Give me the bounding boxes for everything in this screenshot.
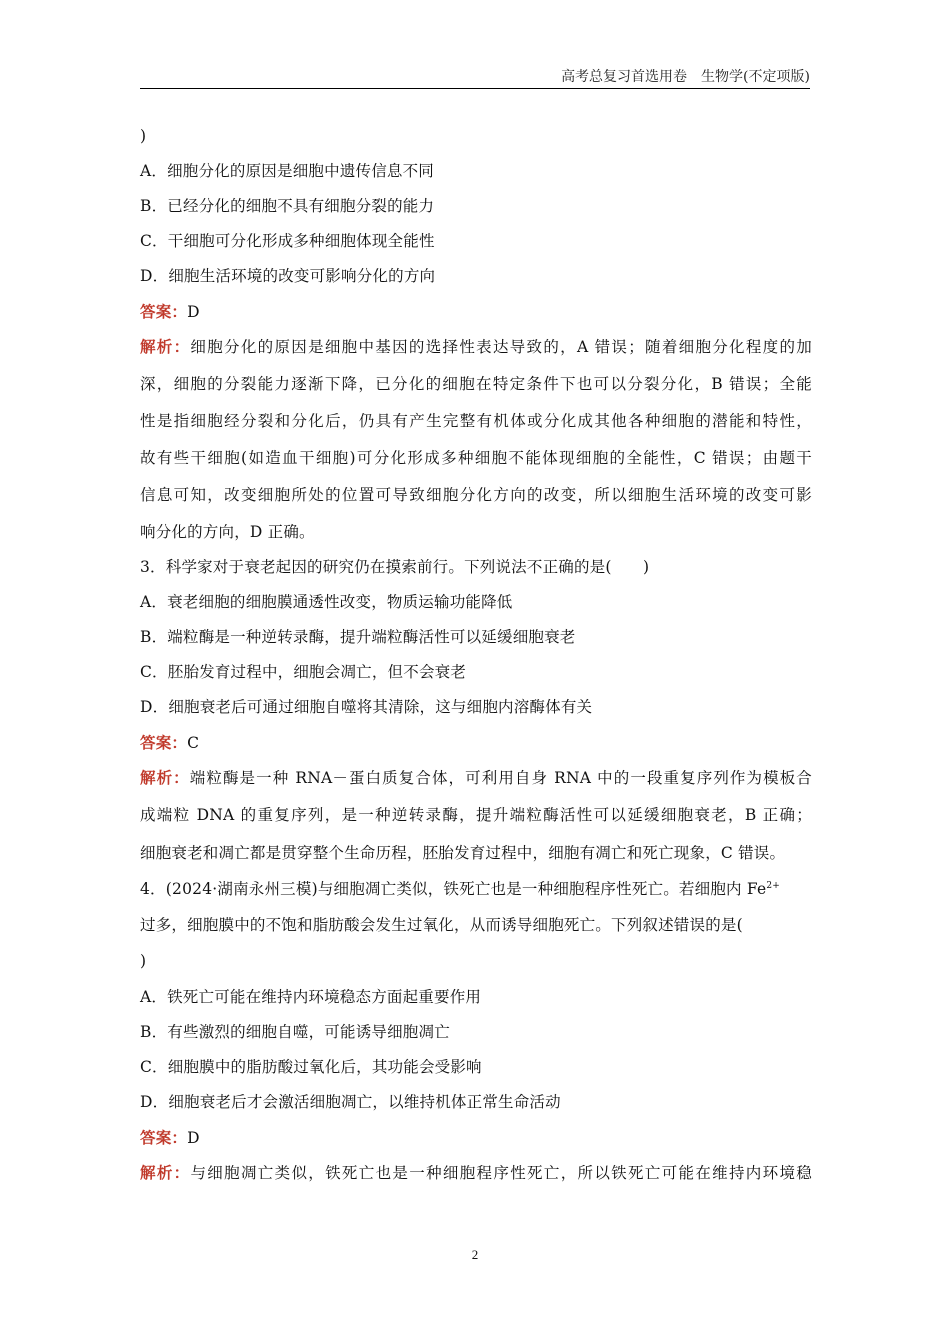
- answer-value: C: [187, 734, 200, 752]
- analysis-text: 端粒酶是一种 RNA－蛋白质复合体，可利用自身 RNA 中的一段重复序列作为模板合: [189, 769, 812, 787]
- option-d: D．细胞衰老后才会激活细胞凋亡，以维持机体正常生命活动: [140, 1093, 561, 1111]
- option-b: B．有些激烈的细胞自噬，可能诱导细胞凋亡: [140, 1023, 450, 1041]
- analysis-label: 解析：: [140, 337, 191, 356]
- option-c: C．干细胞可分化形成多种细胞体现全能性: [140, 232, 435, 250]
- analysis-line: [140, 337, 812, 357]
- analysis-text: 与细胞凋亡类似，铁死亡也是一种细胞程序性死亡，所以铁死亡可能在维持内环境稳: [190, 1164, 812, 1182]
- page-number: 2: [471, 1247, 479, 1262]
- answer-label: 答案：: [140, 733, 188, 752]
- option-d: D．细胞衰老后可通过细胞自噬将其清除，这与细胞内溶酶体有关: [140, 698, 593, 716]
- answer-label: 答案：: [140, 302, 188, 321]
- analysis-label: 解析：: [140, 1163, 191, 1182]
- text-line: 故有些干细胞(如造血干细胞)可分化形成多种细胞不能体现细胞的全能性，C 错误；由题干: [140, 449, 812, 467]
- analysis-text: 细胞分化的原因是细胞中基因的选择性表达导致的，A 错误；随着细胞分化程度的加: [190, 338, 812, 356]
- answer-line: [140, 733, 812, 753]
- question-3: 3．科学家对于衰老起因的研究仍在摸索前行。下列说法不正确的是( ): [140, 558, 650, 576]
- option-a: A．细胞分化的原因是细胞中遗传信息不同: [140, 162, 434, 180]
- option-b: B．端粒酶是一种逆转录酶，提升端粒酶活性可以延缓细胞衰老: [140, 628, 576, 646]
- answer-value: D: [187, 303, 200, 321]
- text-line: 性是指细胞经分裂和分化后，仍具有产生完整有机体或分化成其他各种细胞的潜能和特性，: [140, 412, 812, 430]
- analysis-line: [140, 1163, 812, 1183]
- text-line: 成端粒 DNA 的重复序列，是一种逆转录酶，提升端粒酶活性可以延缓细胞衰老，B 正确；: [140, 806, 812, 824]
- text-line: 细胞衰老和凋亡都是贯穿整个生命历程，胚胎发育过程中，细胞有凋亡和死亡现象，C 错误。: [140, 844, 786, 862]
- page-header: 高考总复习首选用卷 生物学(不定项版): [561, 69, 810, 85]
- option-a: A．衰老细胞的细胞膜通透性改变，物质运输功能降低: [140, 593, 513, 611]
- option-a: A．铁死亡可能在维持内环境稳态方面起重要作用: [140, 988, 482, 1006]
- text-line: 深，细胞的分裂能力逐渐下降，已分化的细胞在特定条件下也可以分裂分化，B 错误；全能: [140, 375, 812, 393]
- text-line: 过多，细胞膜中的不饱和脂肪酸会发生过氧化，从而诱导细胞死亡。下列叙述错误的是(: [140, 916, 743, 934]
- text-line: 响分化的方向，D 正确。: [140, 523, 315, 541]
- option-b: B．已经分化的细胞不具有细胞分裂的能力: [140, 197, 435, 215]
- option-c: C．胚胎发育过程中，细胞会凋亡，但不会衰老: [140, 663, 467, 681]
- question-4-text: 4．(2024·湖南永州三模)与细胞凋亡类似，铁死亡也是一种细胞程序性死亡。若细胞内 Fe: [140, 880, 767, 898]
- analysis-label: 解析：: [140, 768, 190, 787]
- answer-line: [140, 302, 812, 322]
- text-line: ): [140, 952, 147, 970]
- option-d: D．细胞生活环境的改变可影响分化的方向: [140, 267, 436, 285]
- text-line: 信息可知，改变细胞所处的位置可导致细胞分化方向的改变，所以细胞生活环境的改变可影: [140, 486, 812, 504]
- answer-line: [140, 1128, 812, 1148]
- question-4: [140, 879, 812, 899]
- superscript: 2+: [766, 881, 781, 891]
- text-line: ): [140, 127, 147, 145]
- header-rule: [140, 88, 810, 89]
- answer-value: D: [187, 1129, 200, 1147]
- analysis-line: [140, 768, 812, 788]
- answer-label: 答案：: [140, 1128, 188, 1147]
- option-c: C．细胞膜中的脂肪酸过氧化后，其功能会受影响: [140, 1058, 482, 1076]
